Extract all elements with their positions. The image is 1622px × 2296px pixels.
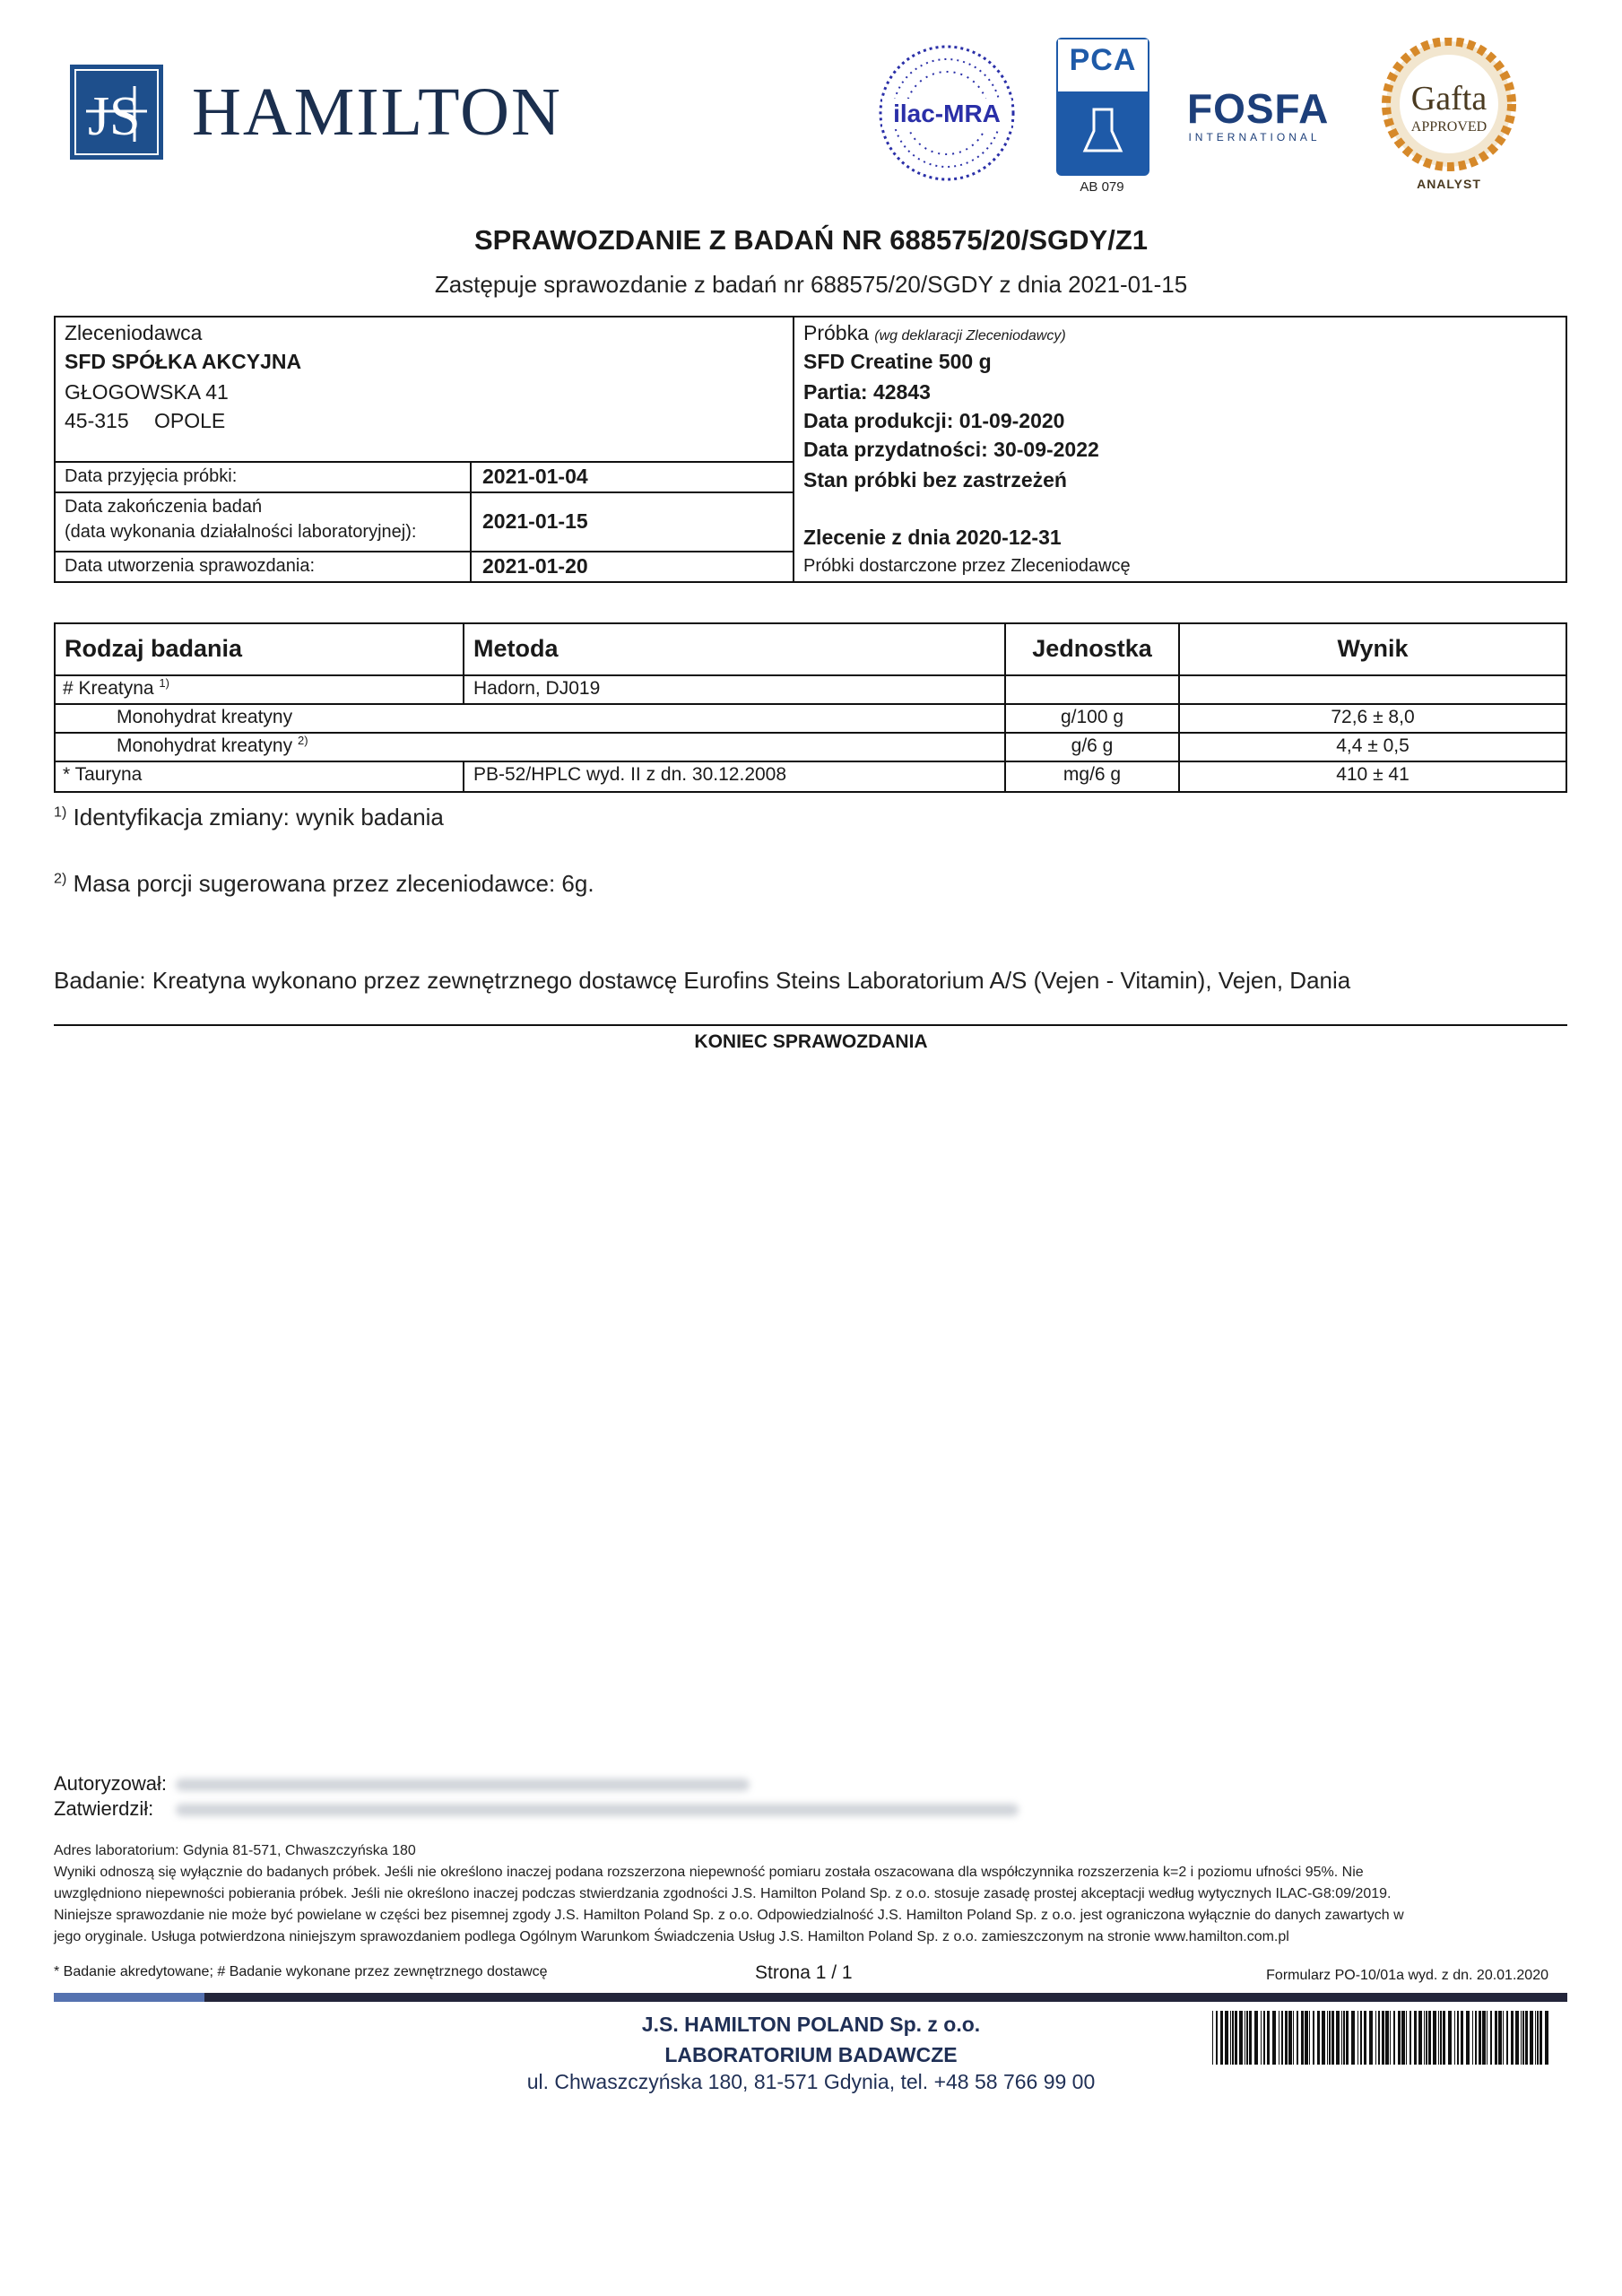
result-value: 72,6 ± 8,0: [1331, 707, 1415, 727]
approved-signature-redacted: [176, 1804, 1019, 1816]
client-label: Zleceniodawca: [65, 321, 203, 344]
sample-batch: Partia: 42843: [803, 380, 931, 404]
accreditation-legend: * Badanie akredytowane; # Badanie wykonane przez zewnętrznego dostawcę: [54, 1964, 548, 1979]
results-col-rule: [463, 761, 464, 791]
sample-condition: Stan próbki bez zastrzeżeń: [803, 468, 1067, 491]
disclaimer-line: jego oryginale. Usługa potwierdzona niniejszym sprawozdaniem podlega Ogólnym Warunkom Świadczenia Usług J.S. Hamilton Poland Sp. z o.o. zamieszczonym na stronie www.hamilton.com.pl: [54, 1929, 1289, 1944]
result-method: Hadorn, DJ019: [473, 678, 601, 699]
hamilton-monogram-icon: [70, 65, 163, 160]
sample-production-date: Data produkcji: 01-09-2020: [803, 409, 1065, 432]
pca-text: PCA: [1069, 43, 1137, 77]
gafta-subtext: ANALYST: [1417, 177, 1481, 191]
finished-date-label-detail: (data wykonania działalności laboratoryjnej):: [65, 522, 417, 542]
approved-label: Zatwierdził:: [54, 1797, 154, 1820]
sample-label-note: (wg deklaracji Zleceniodawcy): [874, 328, 1066, 344]
ilac-mra-logo: [875, 41, 1019, 194]
ilac-text: ilac-MRA: [893, 100, 1001, 127]
end-of-report: KONIEC SPRAWOZDANIA: [694, 1031, 928, 1052]
authorized-label: Autoryzował:: [54, 1772, 167, 1795]
result-test-name: # Kreatyna $^{1)}$: [63, 676, 169, 699]
pca-accreditation-code: AB 079: [1080, 179, 1124, 195]
received-date-value: 2021-01-04: [482, 465, 588, 488]
finished-date-value: 2021-01-15: [482, 509, 588, 533]
authorized-signature-redacted: [176, 1779, 750, 1791]
created-date-label: Data utworzenia sprawozdania:: [65, 556, 316, 576]
result-test-name: Monohydrat kreatyny: [117, 707, 293, 727]
result-test-name: Monohydrat kreatyny $^{2)}$: [117, 734, 308, 756]
gafta-text: Gafta: [1410, 80, 1488, 117]
pca-logo: [1056, 38, 1148, 196]
header-test-type: Rodzaj badania: [65, 635, 243, 662]
finished-date-label: Data zakończenia badań: [65, 497, 263, 517]
result-unit: g/100 g: [1060, 707, 1124, 727]
report-title: SPRAWOZDANIE Z BADAŃ NR 688575/20/SGDY/Z1: [473, 224, 1149, 256]
order-date: Zlecenie z dnia 2020-12-31: [803, 526, 1062, 549]
date-table-divider: [470, 461, 472, 581]
svg-text:J: J: [88, 86, 110, 147]
result-unit: g/6 g: [1071, 735, 1114, 756]
form-number: Formularz PO-10/01a wyd. z dn. 20.01.2020: [1266, 1968, 1548, 1983]
result-test-name: * Tauryna: [63, 764, 143, 785]
pca-flask-icon: [1058, 91, 1148, 174]
disclaimer-line: Niniejsze sprawozdanie nie może być powielane w części bez pisemnej zgody J.S. Hamilton Poland Sp. z o.o. Odpowiedzialność J.S. Hamilton Poland Sp. z o.o. jest ograniczona wyłącznie do danych zawartych w: [54, 1908, 1404, 1923]
info-box: [54, 316, 1567, 583]
footer-bar-accent: [54, 1993, 204, 2002]
footer-address: ul. Chwaszczyńska 180, 81-571 Gdynia, tel. +48 58 766 99 00: [526, 2070, 1096, 2093]
page-number: Strona 1 / 1: [755, 1962, 853, 1983]
footer-lab-name: LABORATORIUM BADAWCZE: [664, 2043, 958, 2066]
sample-label-text: Próbka: [803, 321, 869, 344]
footer-company: J.S. HAMILTON POLAND Sp. z o.o.: [641, 2013, 981, 2036]
sample-expiry-date: Data przydatności: 30-09-2022: [803, 438, 1099, 461]
footnote-2: $^{2)}$ Masa porcji sugerowana przez zleceniodawce: 6g.: [54, 870, 594, 897]
sample-delivery: Próbki dostarczone przez Zleceniodawcę: [803, 556, 1131, 576]
results-row-rule: [56, 703, 1566, 705]
created-date-value: 2021-01-20: [482, 554, 588, 578]
end-rule: [54, 1024, 1567, 1026]
svg-text:S: S: [109, 86, 141, 147]
client-postal: 45-315: [65, 409, 129, 432]
fosfa-text: FOSFA: [1187, 85, 1330, 132]
header-unit: Jednostka: [1032, 635, 1152, 662]
footnote-1: $^{1)}$ Identyfikacja zmiany: wynik badania: [54, 804, 444, 831]
results-header-rule: [56, 674, 1566, 676]
results-row-rule: [56, 761, 1566, 762]
received-date-label: Data przyjęcia próbki:: [65, 466, 238, 486]
client-street: GŁOGOWSKA 41: [65, 380, 229, 404]
footer-bar: [54, 1993, 1567, 2002]
info-column-divider: [793, 317, 794, 581]
result-unit: mg/6 g: [1063, 764, 1122, 785]
results-col-rule: [463, 624, 464, 703]
barcode-icon: [1212, 2011, 1553, 2065]
hamilton-logo: [70, 65, 562, 160]
results-table: [54, 622, 1567, 793]
sample-product: SFD Creatine 500 g: [803, 350, 992, 373]
result-value: 410 ± 41: [1336, 764, 1409, 785]
report-subtitle: Zastępuje sprawozdanie z badań nr 688575/20/SGDY z dnia 2021-01-15: [434, 271, 1188, 298]
gafta-approved-text: APPROVED: [1410, 119, 1488, 135]
result-value: 4,4 ± 0,5: [1336, 735, 1409, 756]
date-table-rule: [56, 491, 793, 493]
disclaimer-line: Wyniki odnoszą się wyłącznie do badanych próbek. Jeśli nie określono inaczej podana rozszerzona niepewność pomiaru została oszacowana dla współczynnika rozszerzenia k=2 i poziomu ufności 95%. Nie: [54, 1865, 1364, 1880]
result-method: PB-52/HPLC wyd. II z dn. 30.12.2008: [473, 764, 787, 785]
lab-address-line: Adres laboratorium: Gdynia 81-571, Chwaszczyńska 180: [54, 1843, 416, 1858]
gafta-logo: [1377, 38, 1521, 199]
header-result: Wynik: [1337, 635, 1409, 662]
fosfa-logo: [1187, 85, 1330, 149]
client-city: OPOLE: [154, 409, 226, 432]
external-lab-note: Badanie: Kreatyna wykonano przez zewnętrznego dostawcę Eurofins Steins Laboratorium A/S (Vejen - Vitamin), Vejen, Dania: [54, 967, 1351, 994]
header-method: Metoda: [473, 635, 559, 662]
fosfa-subtext: INTERNATIONAL: [1188, 131, 1321, 144]
date-table-rule: [56, 551, 793, 552]
client-name: SFD SPÓŁKA AKCYJNA: [65, 350, 302, 373]
brand-name: HAMILTON: [192, 74, 562, 150]
results-row-rule: [56, 732, 1566, 734]
date-table-top-rule: [56, 461, 793, 463]
disclaimer-line: uwzględniono niepewności pobierania próbek. Jeśli nie określono inaczej podczas stwierdzania zgodności J.S. Hamilton Poland Sp. z o.o. stosuje zasadę prostej akceptacji według wytycznych ILAC-G8:09/2019.: [54, 1886, 1392, 1901]
sample-label: [803, 321, 1066, 345]
